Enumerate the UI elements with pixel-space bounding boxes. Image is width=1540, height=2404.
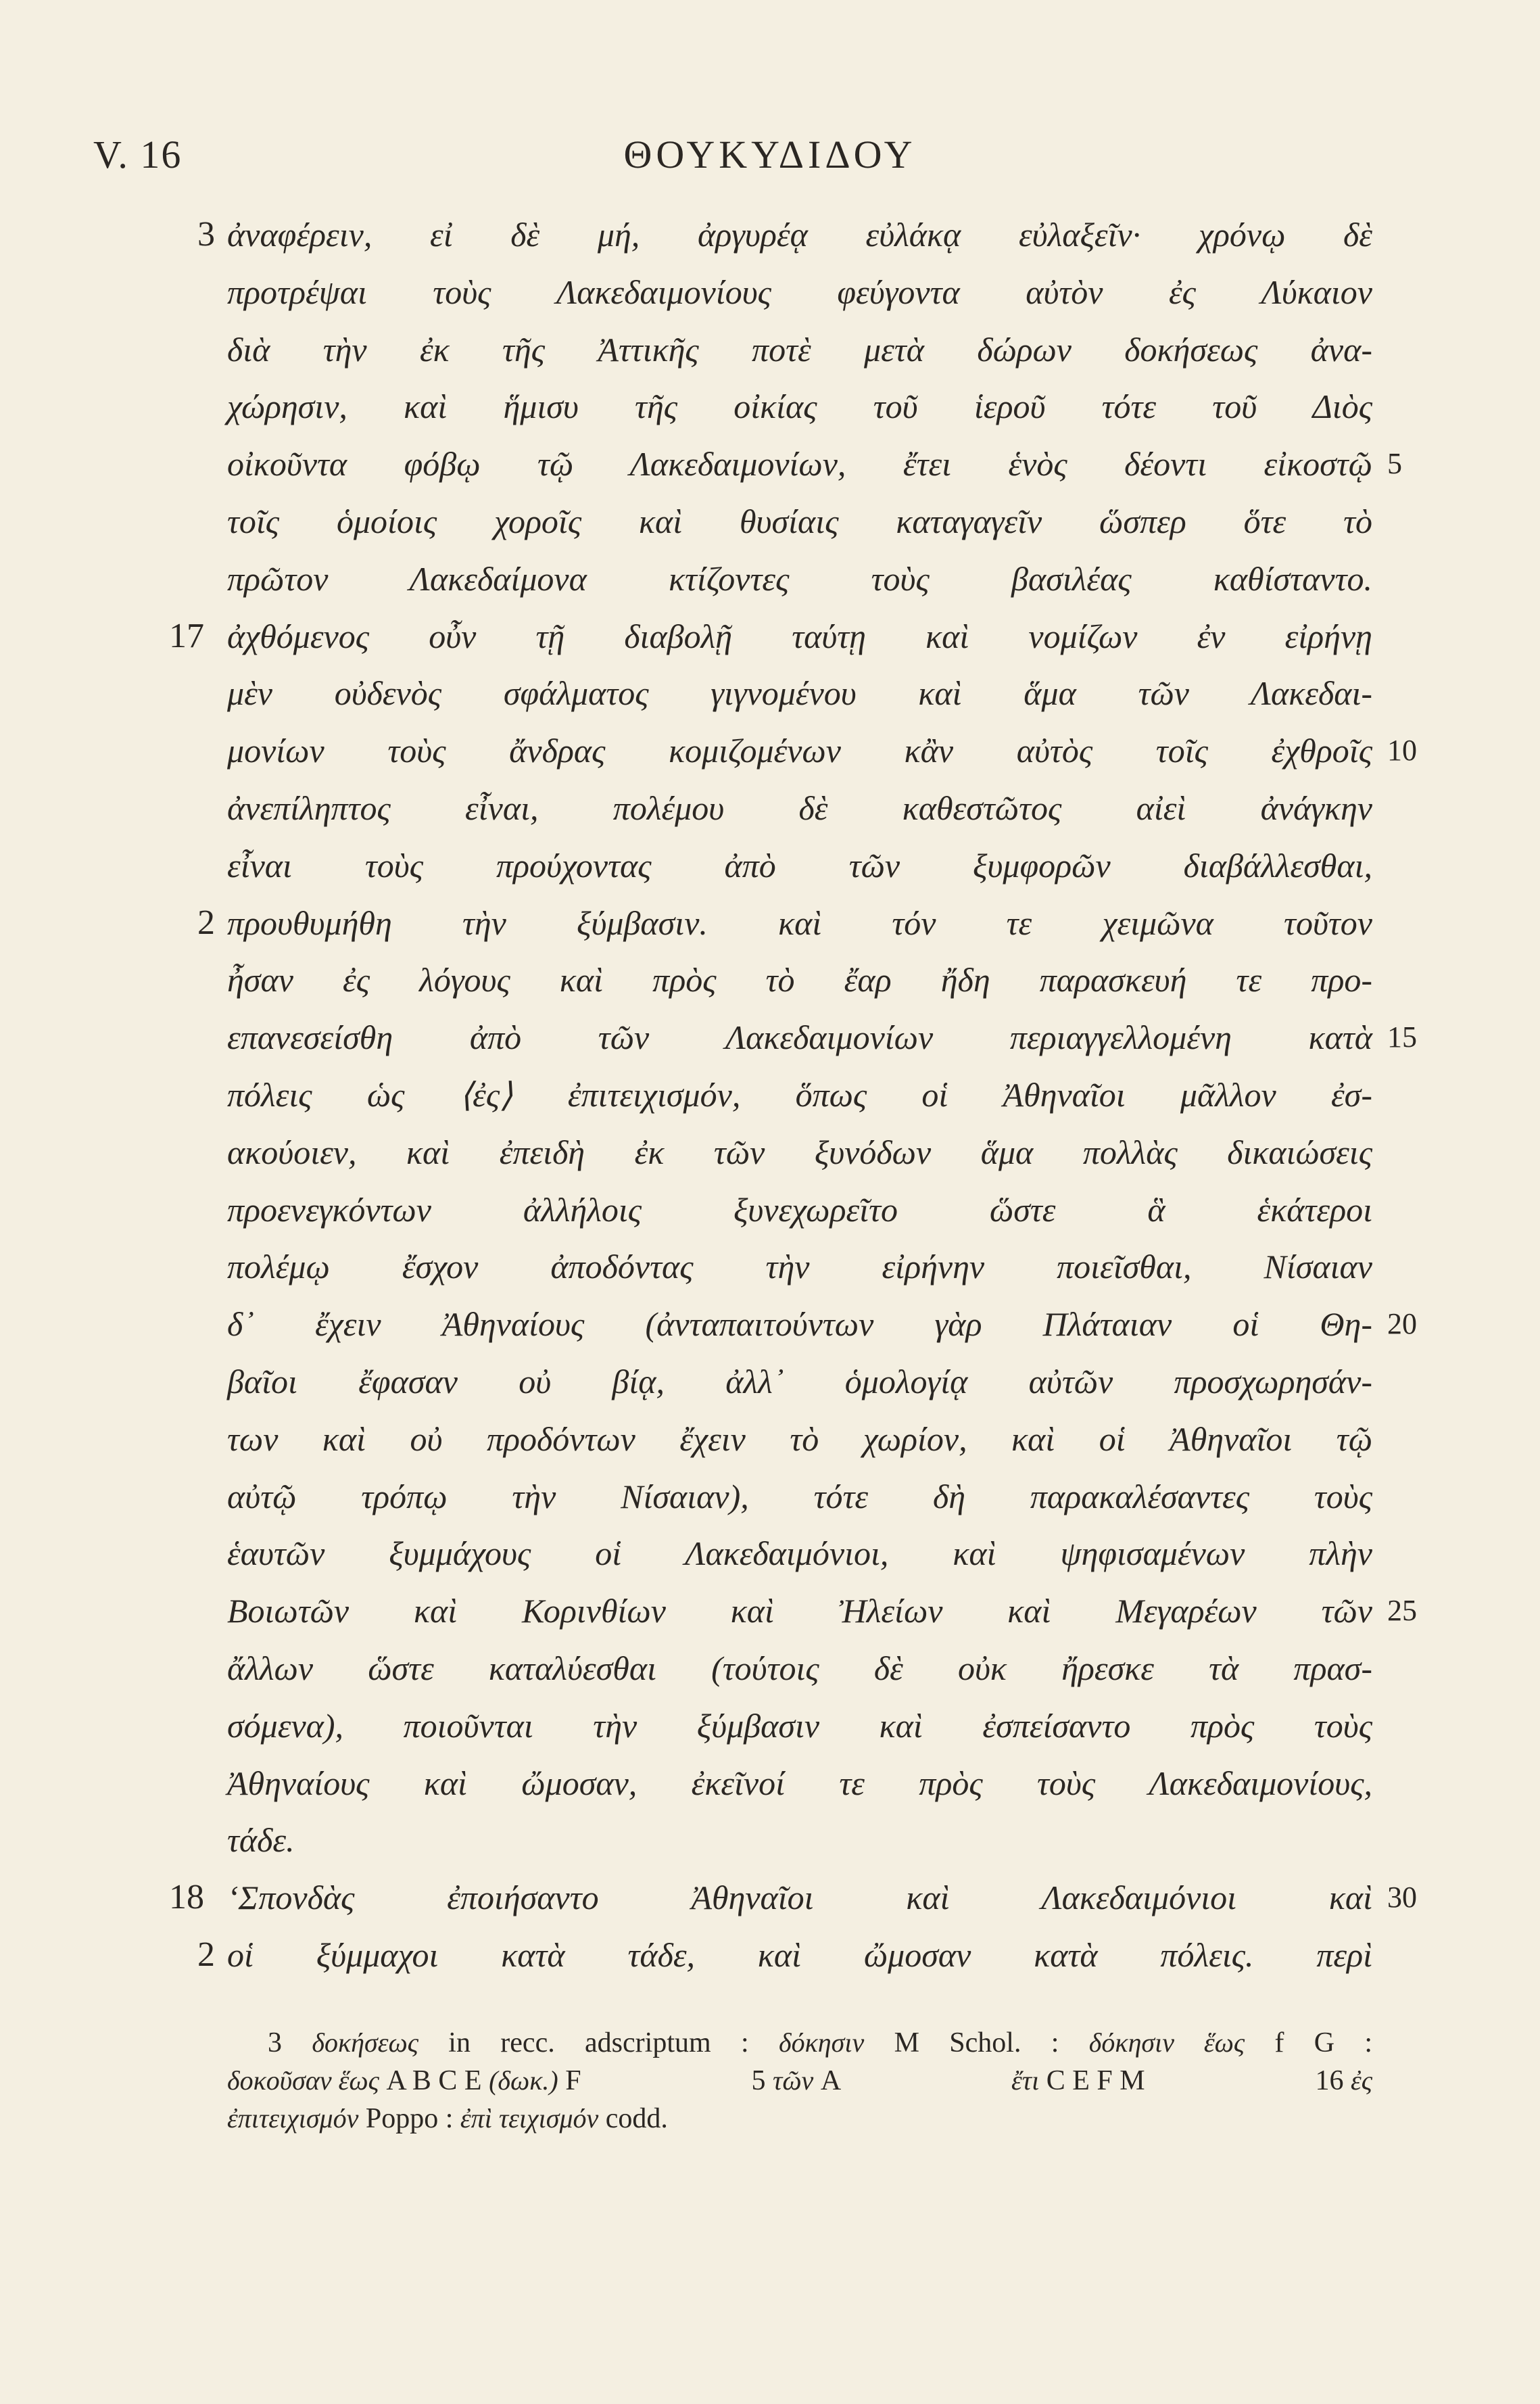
footnote-segment [227, 2063, 581, 2099]
text-line-content: οἱ ξύμμαχοι κατὰ τάδε, καὶ ὤμοσαν κατὰ πόλεις. περὶ [227, 1936, 1372, 1974]
text-line [227, 555, 1372, 603]
text-line-content: προενεγκόντων ἀλλήλοις ξυνεχωρεῖτο ὥστε ἃ ἑκάτεροι [227, 1190, 1372, 1229]
line-number: 5 [1387, 447, 1402, 481]
footnote-greek: ἐπὶ τειχισμόν [460, 2103, 599, 2134]
footnote-greek: ἔτι [1011, 2065, 1040, 2096]
text-line [227, 1702, 1372, 1749]
text-line [227, 268, 1372, 316]
section-number: 17 [169, 616, 204, 655]
text-line-content: ἄλλων ὥστε καταλύεσθαι (τούτοις δὲ οὐκ ἤρεσκε τὰ πρασ- [227, 1649, 1372, 1687]
text-line-content: σόμενα), ποιοῦνται τὴν ξύμβασιν καὶ ἐσπείσαντο πρὸς τοὺς [227, 1706, 1372, 1745]
footnote-text: F [565, 2065, 581, 2096]
text-line [227, 1645, 1372, 1692]
text-line [227, 383, 1372, 430]
text-line-content: εἶναι τοὺς προύχοντας ἀπὸ τῶν ξυμφορῶν διαβάλλεσθαι, [227, 846, 1372, 885]
footnote-segment [1011, 2063, 1145, 2099]
footnote-greek: δοκήσεως [312, 2027, 418, 2058]
text-line-content: προτρέψαι τοὺς Λακεδαιμονίους φεύγοντα αὐτὸν ἐς Λύκαιον [227, 273, 1372, 311]
footnote-greek: δοκοῦσαν ἕως [227, 2065, 379, 2096]
running-title: ΘΟΥΚΥΔΙΔΟΥ [623, 133, 917, 176]
text-line [227, 784, 1372, 832]
text-line [227, 1931, 1372, 1979]
text-line [227, 1358, 1372, 1405]
footnote-greek: δόκησιν ἕως [1088, 2027, 1245, 2058]
text-line-content: ακούοιεν, καὶ ἐπειδὴ ἐκ τῶν ξυνόδων ἅμα πολλὰς δικαιώσεις [227, 1133, 1372, 1171]
text-line-content: των καὶ οὐ προδόντων ἔχειν τὸ χωρίον, καὶ οἱ Ἀθηναῖοι τῷ [227, 1419, 1372, 1458]
footnote-greek: ἐς [1350, 2065, 1372, 2096]
footnote-text: A B C E [386, 2065, 482, 2096]
text-line-content: επανεσείσθη ἀπὸ τῶν Λακεδαιμονίων περιαγγελλομένη κατὰ [227, 1018, 1372, 1057]
footnote-ref: 3 [268, 2027, 282, 2058]
text-line [227, 1760, 1372, 1807]
text-line [227, 1243, 1372, 1290]
footnote-line [227, 2100, 1372, 2137]
text-line [227, 727, 1372, 774]
footnote-greek: (δωκ.) [489, 2065, 558, 2096]
text-line [227, 211, 1372, 258]
text-line-content: τάδε. [227, 1821, 295, 1860]
text-line [227, 326, 1372, 373]
text-line-content: ἀνεπίληπτος εἶναι, πολέμου δὲ καθεστῶτος αἰεὶ ἀνάγκην [227, 789, 1372, 827]
text-line-content: ἀναφέρειν, εἰ δὲ μή, ἀργυρέᾳ εὐλάκᾳ εὐλαξεῖν· χρόνῳ δὲ [227, 216, 1372, 254]
section-number: 18 [169, 1878, 204, 1917]
line-number: 30 [1387, 1881, 1417, 1914]
text-line [227, 498, 1372, 545]
footnote-text: Poppo : [365, 2103, 454, 2134]
text-line [227, 1874, 1372, 1921]
text-line-content: χώρησιν, καὶ ἥμισυ τῆς οἰκίας τοῦ ἱεροῦ τότε τοῦ Διὸς [227, 387, 1372, 426]
text-line [227, 1473, 1372, 1520]
text-line-content: μὲν οὐδενὸς σφάλματος γιγνομένου καὶ ἅμα τῶν Λακεδαι- [227, 674, 1372, 713]
footnote-ref: 16 [1315, 2065, 1344, 2096]
line-number: 25 [1387, 1594, 1417, 1628]
text-line [227, 1129, 1372, 1176]
footnote-text: f G : [1274, 2027, 1373, 2058]
text-line [227, 1530, 1372, 1577]
text-line-content: δ᾽ ἔχειν Ἀθηναίους (ἀνταπαιτούντων γὰρ Πλάταιαν οἱ Θη- [227, 1305, 1372, 1344]
footnote-text: A [820, 2065, 842, 2096]
text-line-content: Βοιωτῶν καὶ Κορινθίων καὶ Ἠλείων καὶ Μεγαρέων τῶν [227, 1592, 1372, 1630]
text-line [227, 1014, 1372, 1061]
text-line-content: αὐτῷ τρόπῳ τὴν Νίσαιαν), τότε δὴ παρακαλέσαντες τοὺς [227, 1477, 1372, 1515]
text-line [227, 613, 1372, 660]
text-line-content: οἰκοῦντα φόβῳ τῷ Λακεδαιμονίων, ἔτει ἑνὸς δέοντι εἰκοστῷ [227, 445, 1372, 484]
footnote-greek: τῶν [773, 2065, 814, 2096]
text-line-content: ἑαυτῶν ξυμμάχους οἱ Λακεδαιμόνιοι, καὶ ψηφισαμένων πλὴν [227, 1534, 1372, 1573]
text-line [227, 1587, 1372, 1634]
footnote-content [268, 2025, 1372, 2061]
text-line [227, 1816, 1372, 1864]
footnote-line [227, 2025, 1372, 2061]
text-line-content: βαῖοι ἔφασαν οὐ βίᾳ, ἀλλ᾽ ὁμολογίᾳ αὐτῶν προσχωρησάν- [227, 1363, 1372, 1400]
text-line-content: πόλεις ὡς ⟨ἐς⟩ ἐπιτειχισμόν, ὅπως οἱ Ἀθηναῖοι μᾶλλον ἐσ- [227, 1076, 1372, 1114]
text-line [227, 899, 1372, 947]
text-line-content: διὰ τὴν ἐκ τῆς Ἀττικῆς ποτὲ μετὰ δώρων δοκήσεως ἀνα- [227, 330, 1372, 369]
text-line-content: Ἀθηναίους καὶ ὤμοσαν, ἐκεῖνοί τε πρὸς τοὺς Λακεδαιμονίους, [227, 1764, 1372, 1802]
section-number: 2 [197, 1935, 215, 1974]
line-number: 20 [1387, 1307, 1417, 1341]
footnote-text: codd. [605, 2103, 668, 2134]
section-number: 2 [197, 903, 215, 942]
text-line-content: προυθυμήθη τὴν ξύμβασιν. καὶ τόν τε χειμῶνα τοῦτον [227, 903, 1372, 942]
footnote-text: M Schol. : [894, 2027, 1059, 2058]
text-line [227, 1071, 1372, 1118]
footnote-greek: ἐπιτειχισμόν [227, 2103, 359, 2134]
footnote-segment [752, 2063, 842, 2099]
page-section-ref: V. 16 [93, 133, 183, 176]
text-line [227, 669, 1372, 717]
text-line-content: μονίων τοὺς ἄνδρας κομιζομένων κἂν αὐτὸς τοῖς ἐχθροῖς [227, 732, 1372, 770]
text-line-content: ἦσαν ἐς λόγους καὶ πρὸς τὸ ἔαρ ἤδη παρασκευή τε προ- [227, 961, 1372, 999]
text-line-content: ἀχθόμενος οὖν τῇ διαβολῇ ταύτῃ καὶ νομίζων ἐν εἰρήνῃ [227, 617, 1372, 655]
text-line [227, 440, 1372, 488]
text-line [227, 1186, 1372, 1233]
footnote-segment [1315, 2063, 1372, 2099]
text-line-content: πολέμῳ ἔσχον ἀποδόντας τὴν εἰρήνην ποιεῖσθαι, Νίσαιαν [227, 1248, 1372, 1286]
line-number: 15 [1387, 1020, 1417, 1054]
line-number: 10 [1387, 734, 1417, 768]
text-line [227, 842, 1372, 889]
text-line-content: τοῖς ὁμοίοις χοροῖς καὶ θυσίαις καταγαγεῖν ὥσπερ ὅτε τὸ [227, 502, 1372, 540]
section-number: 3 [197, 215, 215, 254]
text-line [227, 1300, 1372, 1348]
footnote-greek: δόκησιν [779, 2027, 865, 2058]
text-line-content: πρῶτον Λακεδαίμονα κτίζοντες τοὺς βασιλέας καθίσταντο. [227, 559, 1372, 598]
footnote-ref: 5 [751, 2065, 766, 2096]
footnote-line [227, 2063, 1372, 2099]
text-line [227, 956, 1372, 1004]
footnote-text: in recc. adscriptum : [448, 2027, 749, 2058]
text-line-content: ‘Σπονδὰς ἐποιήσαντο Ἀθηναῖοι καὶ Λακεδαιμόνιοι καὶ [227, 1879, 1372, 1917]
footnote-text: C E F M [1046, 2065, 1145, 2096]
text-line [227, 1415, 1372, 1463]
